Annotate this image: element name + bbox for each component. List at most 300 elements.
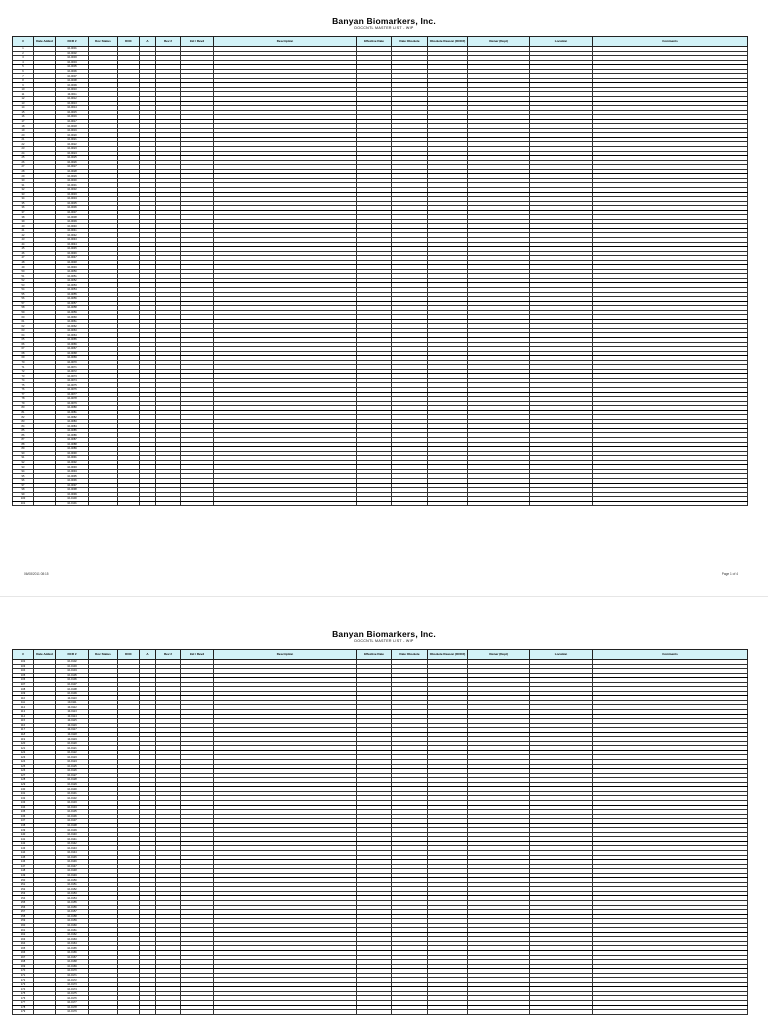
dcr-number-cell: 10-0003 — [56, 56, 89, 61]
dcr-number-cell: 10-0030 — [56, 178, 89, 183]
dcr-number-cell: 10-0073 — [56, 374, 89, 379]
dcr-number-cell: 10-0088 — [56, 442, 89, 447]
dcr-number-cell: 10-0084 — [56, 424, 89, 429]
dcr-number-cell: 10-0087 — [56, 438, 89, 443]
dcr-number-cell: 10-0093 — [56, 465, 89, 470]
dcr-number-cell: 10-0160 — [56, 923, 89, 928]
row-number-cell: 165 — [13, 946, 34, 951]
dcr-number-cell: 10-0029 — [56, 174, 89, 179]
row-number-cell: 169 — [13, 964, 34, 969]
row-number-cell: 71 — [13, 365, 34, 370]
dcr-number-cell: 10-0175 — [56, 991, 89, 996]
row-number-cell: 29 — [13, 174, 34, 179]
dcr-number-cell: 10-0015 — [56, 110, 89, 115]
column-header-dcr: DCR # — [56, 37, 89, 47]
row-number-cell: 145 — [13, 855, 34, 860]
dcr-number-cell: 10-0090 — [56, 451, 89, 456]
dcr-number-cell: 10-0165 — [56, 946, 89, 951]
column-header-effective-date: Effective Date — [357, 650, 392, 660]
dcr-number-cell: 10-0122 — [56, 750, 89, 755]
row-number-cell: 155 — [13, 900, 34, 905]
row-number-cell: 11 — [13, 92, 34, 97]
row-number-cell: 135 — [13, 810, 34, 815]
row-number-cell: 33 — [13, 192, 34, 197]
dcr-number-cell: 10-0147 — [56, 864, 89, 869]
row-number-cell: 105 — [13, 673, 34, 678]
column-header-a: A — [140, 650, 156, 660]
dcr-number-cell: 10-0169 — [56, 964, 89, 969]
row-number-cell: 158 — [13, 914, 34, 919]
row-number-cell: 17 — [13, 119, 34, 124]
row-number-cell: 174 — [13, 987, 34, 992]
dcr-number-cell: 10-0130 — [56, 787, 89, 792]
table-header-row — [13, 650, 748, 660]
row-number-cell: 16 — [13, 115, 34, 120]
row-number-cell: 66 — [13, 342, 34, 347]
row-number-cell: 138 — [13, 823, 34, 828]
dcr-number-cell: 10-0102 — [56, 660, 89, 665]
dcr-number-cell: 10-0104 — [56, 669, 89, 674]
document-subtitle: DOCCNTL MASTER LIST - WIP — [354, 26, 414, 30]
table-cell — [530, 1010, 593, 1015]
dcr-number-cell: 10-0096 — [56, 478, 89, 483]
dcr-number-cell: 10-0094 — [56, 469, 89, 474]
dcr-number-cell: 10-0125 — [56, 764, 89, 769]
row-number-cell: 8 — [13, 78, 34, 83]
row-number-cell: 160 — [13, 923, 34, 928]
column-header-init-revd: Init / Revd — [181, 650, 214, 660]
row-number-cell: 134 — [13, 805, 34, 810]
dcr-number-cell: 10-0137 — [56, 819, 89, 824]
row-number-cell: 53 — [13, 283, 34, 288]
row-number-cell: 46 — [13, 251, 34, 256]
dcr-number-cell: 10-0046 — [56, 251, 89, 256]
row-number-cell: 92 — [13, 460, 34, 465]
dcr-number-cell: 10-0024 — [56, 151, 89, 156]
row-number-cell: 32 — [13, 187, 34, 192]
dcr-number-cell: 10-0069 — [56, 356, 89, 361]
column-header-date-added: Date Added — [34, 650, 56, 660]
row-number-cell: 140 — [13, 832, 34, 837]
dcr-number-cell: 10-0054 — [56, 287, 89, 292]
row-number-cell: 10 — [13, 87, 34, 92]
row-number-cell: 88 — [13, 442, 34, 447]
table-cell — [118, 501, 140, 506]
row-number-cell: 3 — [13, 56, 34, 61]
table-cell — [118, 1010, 140, 1015]
dcr-number-cell: 10-0140 — [56, 832, 89, 837]
dcr-number-cell: 10-0070 — [56, 360, 89, 365]
row-number-cell: 144 — [13, 850, 34, 855]
row-number-cell: 163 — [13, 937, 34, 942]
dcr-number-cell: 10-0120 — [56, 741, 89, 746]
row-number-cell: 108 — [13, 687, 34, 692]
row-number-cell: 177 — [13, 1001, 34, 1006]
column-header-location: Location — [530, 650, 593, 660]
row-number-cell: 161 — [13, 928, 34, 933]
dcr-number-cell: 10-0170 — [56, 969, 89, 974]
dcr-number-cell: 10-0002 — [56, 51, 89, 56]
row-number-cell: 77 — [13, 392, 34, 397]
table-cell — [214, 501, 357, 506]
row-number-cell: 57 — [13, 301, 34, 306]
row-number-cell: 124 — [13, 760, 34, 765]
table-cell — [156, 501, 181, 506]
dcr-number-cell: 10-0068 — [56, 351, 89, 356]
dcr-number-cell: 10-0116 — [56, 723, 89, 728]
dcr-number-cell: 10-0121 — [56, 746, 89, 751]
table-cell — [181, 501, 214, 506]
dcr-number-cell: 10-0083 — [56, 419, 89, 424]
table-cell — [468, 501, 530, 506]
row-number-cell: 9 — [13, 83, 34, 88]
row-number-cell: 6 — [13, 69, 34, 74]
dcr-number-cell: 10-0076 — [56, 388, 89, 393]
row-number-cell: 126 — [13, 769, 34, 774]
row-number-cell: 20 — [13, 133, 34, 138]
column-header-doc-status: Doc Status — [89, 37, 118, 47]
table-cell — [357, 1010, 392, 1015]
row-number-cell: 137 — [13, 819, 34, 824]
row-number-cell: 25 — [13, 156, 34, 161]
dcr-number-cell: 10-0053 — [56, 283, 89, 288]
row-number-cell: 24 — [13, 151, 34, 156]
dcr-number-cell: 10-0150 — [56, 878, 89, 883]
row-number-cell: 121 — [13, 746, 34, 751]
row-number-cell: 22 — [13, 142, 34, 147]
dcr-number-cell: 10-0171 — [56, 973, 89, 978]
dcr-number-cell: 10-0047 — [56, 256, 89, 261]
dcr-number-cell: 10-0097 — [56, 483, 89, 488]
dcr-number-cell: 10-0092 — [56, 460, 89, 465]
row-number-cell: 4 — [13, 60, 34, 65]
table-body — [13, 47, 748, 506]
dcr-number-cell: 10-0012 — [56, 97, 89, 102]
row-number-cell: 132 — [13, 796, 34, 801]
row-number-cell: 7 — [13, 74, 34, 79]
column-header-date-added: Date Added — [34, 37, 56, 47]
row-number-cell: 76 — [13, 388, 34, 393]
column-header-dcr: DCR # — [56, 650, 89, 660]
page-separator — [0, 596, 768, 597]
row-number-cell: 111 — [13, 700, 34, 705]
sheet-page-2 — [0, 606, 768, 1024]
dcr-number-cell: 10-0128 — [56, 778, 89, 783]
row-number-cell: 102 — [13, 660, 34, 665]
row-number-cell: 115 — [13, 719, 34, 724]
document-subtitle: DOCCNTL MASTER LIST - WIP — [354, 639, 414, 643]
row-number-cell: 129 — [13, 782, 34, 787]
row-number-cell: 150 — [13, 878, 34, 883]
table-cell — [140, 1010, 156, 1015]
row-number-cell: 120 — [13, 741, 34, 746]
column-header-date-obsolete: Date Obsolete — [392, 650, 428, 660]
column-header-owner-dept: Owner (Dept) — [468, 650, 530, 660]
dcr-number-cell: 10-0005 — [56, 65, 89, 70]
row-number-cell: 70 — [13, 360, 34, 365]
dcr-number-cell: 10-0148 — [56, 869, 89, 874]
row-number-cell: 128 — [13, 778, 34, 783]
row-number-cell: 36 — [13, 206, 34, 211]
column-header-date-obsolete: Date Obsolete — [392, 37, 428, 47]
row-number-cell: 148 — [13, 869, 34, 874]
dcr-number-cell: 10-0153 — [56, 891, 89, 896]
dcr-number-cell: 10-0074 — [56, 378, 89, 383]
row-number-cell: 94 — [13, 469, 34, 474]
row-number-cell: 15 — [13, 110, 34, 115]
row-number-cell: 35 — [13, 201, 34, 206]
dcr-number-cell: 10-0001 — [56, 47, 89, 52]
dcr-number-cell: 10-0086 — [56, 433, 89, 438]
row-number-cell: 167 — [13, 955, 34, 960]
row-number-cell: 168 — [13, 960, 34, 965]
table-cell — [530, 501, 593, 506]
table-cell — [156, 1010, 181, 1015]
print-timestamp: 06/08/2011 08:15 — [24, 572, 49, 576]
dcr-number-cell: 10-0134 — [56, 805, 89, 810]
dcr-number-cell: 10-0145 — [56, 855, 89, 860]
row-number-cell: 54 — [13, 287, 34, 292]
row-number-cell: 47 — [13, 256, 34, 261]
dcr-number-cell: 10-0078 — [56, 397, 89, 402]
dcr-number-cell: 10-0021 — [56, 137, 89, 142]
row-number-cell: 90 — [13, 451, 34, 456]
column-header-comments: Comments — [593, 37, 748, 47]
dcr-number-cell: 10-0035 — [56, 201, 89, 206]
dcr-number-cell: 10-0045 — [56, 247, 89, 252]
dcr-number-cell: 10-0154 — [56, 896, 89, 901]
row-number-cell: 84 — [13, 424, 34, 429]
dcr-number-cell: 10-0082 — [56, 415, 89, 420]
dcr-number-cell: 10-0055 — [56, 292, 89, 297]
column-header-a: A — [140, 37, 156, 47]
dcr-number-cell: 10-0011 — [56, 92, 89, 97]
row-number-cell: 143 — [13, 846, 34, 851]
row-number-cell: 80 — [13, 406, 34, 411]
row-number-cell: 27 — [13, 165, 34, 170]
table-cell — [428, 1010, 468, 1015]
row-number-cell: 116 — [13, 723, 34, 728]
row-number-cell: 49 — [13, 265, 34, 270]
dcr-number-cell: 10-0117 — [56, 728, 89, 733]
row-number-cell: 95 — [13, 474, 34, 479]
row-number-cell: 118 — [13, 732, 34, 737]
dcr-number-cell: 10-0063 — [56, 328, 89, 333]
table-cell — [34, 501, 56, 506]
dcr-number-cell: 10-0013 — [56, 101, 89, 106]
table-body — [13, 660, 748, 1015]
row-number-cell: 82 — [13, 415, 34, 420]
dcr-number-cell: 10-0168 — [56, 960, 89, 965]
dcr-number-cell: 10-0016 — [56, 115, 89, 120]
row-number-cell: 109 — [13, 691, 34, 696]
dcr-number-cell: 10-0043 — [56, 237, 89, 242]
dcr-number-cell: 10-0132 — [56, 796, 89, 801]
dcr-number-cell: 10-0135 — [56, 810, 89, 815]
column-header-number: # — [13, 650, 34, 660]
row-number-cell: 122 — [13, 750, 34, 755]
row-number-cell: 172 — [13, 978, 34, 983]
row-number-cell: 170 — [13, 969, 34, 974]
dcr-number-cell: 10-0126 — [56, 769, 89, 774]
row-number-cell: 75 — [13, 383, 34, 388]
dcr-number-cell: 10-0105 — [56, 673, 89, 678]
row-number-cell: 156 — [13, 905, 34, 910]
row-number-cell: 175 — [13, 991, 34, 996]
row-number-cell: 157 — [13, 910, 34, 915]
dcr-number-cell: 10-0044 — [56, 242, 89, 247]
dcr-number-cell: 10-0167 — [56, 955, 89, 960]
column-header-description: Description — [214, 650, 357, 660]
dcr-number-cell: 10-0176 — [56, 996, 89, 1001]
row-number-cell: 98 — [13, 488, 34, 493]
column-header-location: Location — [530, 37, 593, 47]
row-number-cell: 171 — [13, 973, 34, 978]
dcr-number-cell: 10-0042 — [56, 233, 89, 238]
row-number-cell: 37 — [13, 210, 34, 215]
dcr-number-cell: 10-0052 — [56, 278, 89, 283]
dcr-number-cell: 10-0146 — [56, 860, 89, 865]
row-number-cell: 78 — [13, 397, 34, 402]
dcr-number-cell: 10-0143 — [56, 846, 89, 851]
dcr-number-cell: 10-0041 — [56, 228, 89, 233]
dcr-number-cell: 10-0103 — [56, 664, 89, 669]
dcr-number-cell: 10-0064 — [56, 333, 89, 338]
dcr-number-cell: 10-0037 — [56, 210, 89, 215]
dcr-number-cell: 10-0018 — [56, 124, 89, 129]
row-number-cell: 42 — [13, 233, 34, 238]
column-header-number: # — [13, 37, 34, 47]
column-header-description: Description — [214, 37, 357, 47]
dcr-number-cell: 10-0152 — [56, 887, 89, 892]
row-number-cell: 34 — [13, 197, 34, 202]
dcr-number-cell: 10-0006 — [56, 69, 89, 74]
row-number-cell: 100 — [13, 497, 34, 502]
dcr-number-cell: 10-0106 — [56, 678, 89, 683]
dcr-number-cell: 10-0179 — [56, 1010, 89, 1015]
row-number-cell: 164 — [13, 941, 34, 946]
dcr-number-cell: 10-0023 — [56, 147, 89, 152]
row-number-cell: 87 — [13, 438, 34, 443]
dcr-number-cell: 10-0049 — [56, 265, 89, 270]
row-number-cell: 127 — [13, 773, 34, 778]
dcr-number-cell: 10-0174 — [56, 987, 89, 992]
dcr-number-cell: 10-0142 — [56, 841, 89, 846]
row-number-cell: 131 — [13, 791, 34, 796]
dcr-number-cell: 10-0139 — [56, 828, 89, 833]
column-header-doc: DOC — [118, 650, 140, 660]
dcr-number-cell: 10-0033 — [56, 192, 89, 197]
dcr-number-cell: 10-0107 — [56, 682, 89, 687]
dcr-number-cell: 10-0028 — [56, 169, 89, 174]
dcr-number-cell: 10-0100 — [56, 497, 89, 502]
row-number-cell: 81 — [13, 410, 34, 415]
row-number-cell: 43 — [13, 237, 34, 242]
row-number-cell: 149 — [13, 873, 34, 878]
row-number-cell: 91 — [13, 456, 34, 461]
row-number-cell: 52 — [13, 278, 34, 283]
dcr-number-cell: 10-0111 — [56, 700, 89, 705]
row-number-cell: 86 — [13, 433, 34, 438]
table-cell — [89, 501, 118, 506]
column-header-effective-date: Effective Date — [357, 37, 392, 47]
dcr-number-cell: 10-0077 — [56, 392, 89, 397]
row-number-cell: 58 — [13, 306, 34, 311]
column-header-comments: Comments — [593, 650, 748, 660]
row-number-cell: 99 — [13, 492, 34, 497]
row-number-cell: 19 — [13, 128, 34, 133]
row-number-cell: 162 — [13, 932, 34, 937]
row-number-cell: 166 — [13, 951, 34, 956]
row-number-cell: 173 — [13, 982, 34, 987]
row-number-cell: 28 — [13, 169, 34, 174]
row-number-cell: 31 — [13, 183, 34, 188]
row-number-cell: 176 — [13, 996, 34, 1001]
row-number-cell: 96 — [13, 478, 34, 483]
row-number-cell: 159 — [13, 919, 34, 924]
dcr-number-cell: 10-0022 — [56, 142, 89, 147]
row-number-cell: 79 — [13, 401, 34, 406]
dcr-number-cell: 10-0118 — [56, 732, 89, 737]
dcr-number-cell: 10-0123 — [56, 755, 89, 760]
dcr-number-cell: 10-0101 — [56, 501, 89, 506]
company-title: Banyan Biomarkers, Inc. — [332, 16, 436, 26]
row-number-cell: 51 — [13, 274, 34, 279]
dcr-number-cell: 10-0065 — [56, 338, 89, 343]
dcr-number-cell: 10-0059 — [56, 310, 89, 315]
row-number-cell: 106 — [13, 678, 34, 683]
dcr-number-cell: 10-0091 — [56, 456, 89, 461]
row-number-cell: 114 — [13, 714, 34, 719]
dcr-number-cell: 10-0062 — [56, 324, 89, 329]
row-number-cell: 107 — [13, 682, 34, 687]
dcr-number-cell: 10-0075 — [56, 383, 89, 388]
dcr-number-cell: 10-0026 — [56, 160, 89, 165]
dcr-number-cell: 10-0058 — [56, 306, 89, 311]
row-number-cell: 125 — [13, 764, 34, 769]
row-number-cell: 104 — [13, 669, 34, 674]
row-number-cell: 63 — [13, 328, 34, 333]
row-number-cell: 69 — [13, 356, 34, 361]
row-number-cell: 48 — [13, 260, 34, 265]
row-number-cell: 59 — [13, 310, 34, 315]
row-number-cell: 112 — [13, 705, 34, 710]
column-header-doc: DOC — [118, 37, 140, 47]
master-list-table — [12, 36, 748, 506]
dcr-number-cell: 10-0085 — [56, 428, 89, 433]
row-number-cell: 101 — [13, 501, 34, 506]
dcr-number-cell: 10-0177 — [56, 1001, 89, 1006]
column-header-obsolete-reason-dcr: Obsolete Reason (DCR#) — [428, 650, 468, 660]
company-title: Banyan Biomarkers, Inc. — [332, 629, 436, 639]
dcr-number-cell: 10-0151 — [56, 882, 89, 887]
dcr-number-cell: 10-0048 — [56, 260, 89, 265]
row-number-cell: 67 — [13, 347, 34, 352]
row-number-cell: 60 — [13, 315, 34, 320]
dcr-number-cell: 10-0050 — [56, 269, 89, 274]
dcr-number-cell: 10-0157 — [56, 910, 89, 915]
row-number-cell: 89 — [13, 447, 34, 452]
column-header-rev: Rev # — [156, 37, 181, 47]
dcr-number-cell: 10-0038 — [56, 215, 89, 220]
row-number-cell: 45 — [13, 247, 34, 252]
row-number-cell: 113 — [13, 710, 34, 715]
row-number-cell: 119 — [13, 737, 34, 742]
dcr-number-cell: 10-0114 — [56, 714, 89, 719]
table-cell — [392, 1010, 428, 1015]
row-number-cell: 179 — [13, 1010, 34, 1015]
dcr-number-cell: 10-0156 — [56, 905, 89, 910]
